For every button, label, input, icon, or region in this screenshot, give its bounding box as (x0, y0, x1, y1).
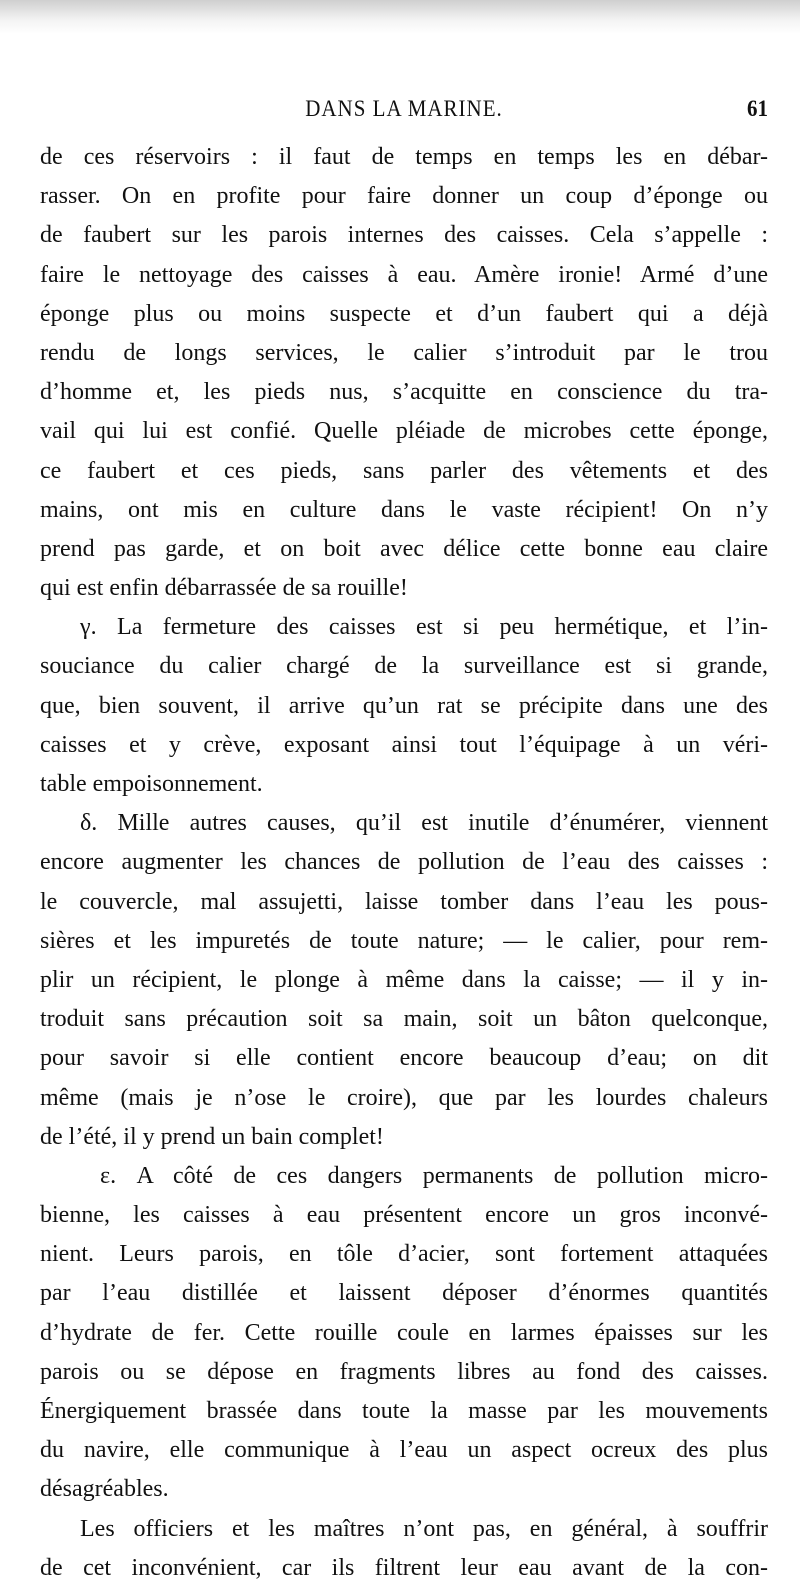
text-line: parois ou se dépose en fragments libres au fond des caisses. (40, 1358, 768, 1385)
text-line: que, bien souvent, il arrive qu’un rat se précipite dans une des (40, 692, 768, 719)
text-line: rasser. On en profite pour faire donner un coup d’éponge ou (40, 183, 768, 210)
paragraph-epsilon-line: ε. A côté de ces dangers permanents de pollution micro- (100, 1162, 768, 1189)
text-line: du navire, elle communique à l’eau un aspect ocreux des plus (40, 1437, 768, 1464)
text-line: le couvercle, mal assujetti, laisse tomber dans l’eau les pous- (40, 888, 768, 915)
paragraph-gamma-line: γ. La fermeture des caisses est si peu hermétique, et l’in- (80, 614, 768, 641)
text-line: rendu de longs services, le calier s’introduit par le trou (40, 339, 768, 366)
text-line: de l’été, il y prend un bain complet! (40, 1123, 384, 1150)
page-body (40, 138, 768, 1588)
paragraph-officers-line: Les officiers et les maîtres n’ont pas, en général, à souffrir (80, 1515, 768, 1542)
page-header (40, 96, 768, 130)
text-line: caisses et y crève, exposant ainsi tout l’équipage à un véri- (40, 731, 768, 758)
text-line: troduit sans précaution soit sa main, soit un bâton quelconque, (40, 1006, 768, 1033)
page-number: 61 (747, 94, 768, 122)
text-line: plir un récipient, le plonge à même dans la caisse; — il y in- (40, 966, 768, 993)
text-line: de faubert sur les parois internes des caisses. Cela s’appelle : (40, 222, 768, 249)
text-line: éponge plus ou moins suspecte et d’un faubert qui a déjà (40, 300, 768, 327)
text-line: d’hydrate de fer. Cette rouille coule en larmes épaisses sur les (40, 1319, 768, 1346)
text-line: table empoisonnement. (40, 771, 263, 797)
text-line: prend pas garde, et on boit avec délice cette bonne eau claire (40, 535, 768, 562)
text-line: ce faubert et ces pieds, sans parler des vêtements et des (40, 457, 768, 484)
text-line: Énergiquement brassée dans toute la masse par les mouvements (40, 1398, 768, 1424)
text-line: nient. Leurs parois, en tôle d’acier, sont fortement attaquées (40, 1241, 768, 1268)
scan-edge (0, 0, 800, 34)
text-line: pour savoir si elle contient encore beaucoup d’eau; on dit (40, 1045, 768, 1072)
text-line: bienne, les caisses à eau présentent encore un gros inconvé- (40, 1202, 768, 1229)
text-line: sières et les impuretés de toute nature; — le calier, pour rem- (40, 927, 768, 954)
text-line: par l’eau distillée et laissent déposer d’énormes quantités (40, 1280, 768, 1307)
text-line: souciance du calier chargé de la surveillance est si grande, (40, 653, 768, 680)
text-line: faire le nettoyage des caisses à eau. Amère ironie! Armé d’une (40, 261, 768, 288)
paragraph-delta-line: δ. Mille autres causes, qu’il est inutile d’énumérer, viennent (80, 810, 768, 837)
text-line: mains, ont mis en culture dans le vaste récipient! On n’y (40, 496, 768, 523)
running-head: DANS LA MARINE. (305, 94, 503, 122)
text-line: vail qui lui est confié. Quelle pléiade de microbes cette éponge, (40, 418, 768, 445)
text-line: d’homme et, les pieds nus, s’acquitte en conscience du tra- (40, 379, 768, 406)
text-line: encore augmenter les chances de pollution de l’eau des caisses : (40, 849, 768, 876)
text-line: même (mais je n’ose le croire), que par les lourdes chaleurs (40, 1084, 768, 1111)
text-line: de ces réservoirs : il faut de temps en temps les en débar- (40, 144, 768, 170)
text-line: désagréables. (40, 1476, 169, 1503)
text-line: de cet inconvénient, car ils filtrent leur eau avant de la con- (40, 1554, 768, 1581)
text-line: qui est enfin débarrassée de sa rouille! (40, 575, 408, 602)
